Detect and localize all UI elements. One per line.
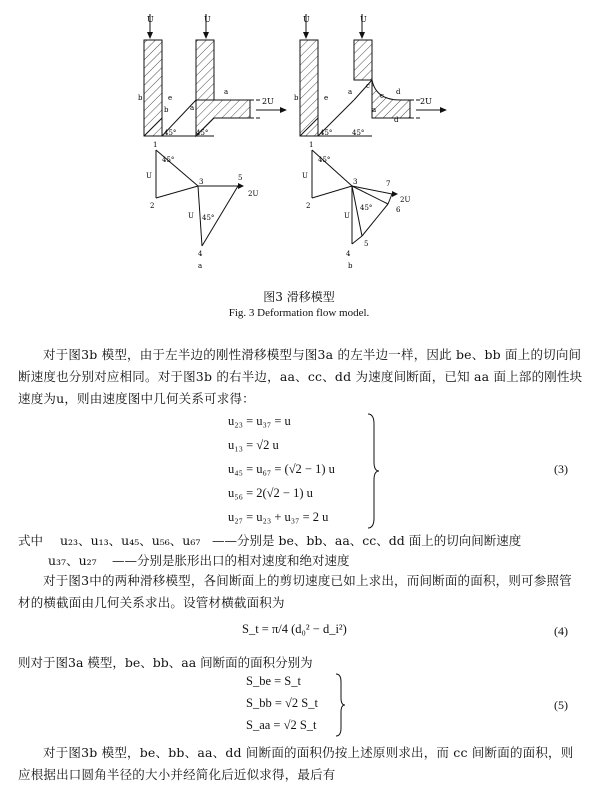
eq4-number: (4)	[554, 624, 568, 638]
velocity-diagram-b	[302, 141, 410, 270]
svg-text:b: b	[294, 94, 299, 102]
paragraph-2: 对于图3中的两种滑移模型，各间断面上的剪切速度已如上求出，而间断面的面积，则可参照管材的横截面由几何关系求出。设管材横截面积为	[18, 573, 572, 610]
label-2u: 2U	[262, 97, 274, 106]
svg-text:2U: 2U	[400, 196, 411, 204]
svg-text:7: 7	[386, 180, 391, 188]
svg-text:45°: 45°	[162, 156, 175, 164]
eq3-brace	[366, 412, 380, 530]
svg-text:U: U	[344, 212, 350, 220]
svg-text:5: 5	[364, 240, 369, 248]
eq4: S_t = π/4 (d₀² − d_i²)	[242, 622, 347, 636]
svg-text:5: 5	[238, 174, 243, 182]
where-1-vars: u₂₃、u₁₃、u₄₅、u₅₆、u₆₇	[60, 533, 201, 548]
svg-text:45°: 45°	[318, 156, 331, 164]
svg-text:2: 2	[306, 202, 311, 210]
svg-text:6: 6	[396, 206, 401, 214]
svg-text:U: U	[302, 172, 308, 180]
where-label: 式中	[18, 533, 44, 548]
svg-text:b: b	[164, 106, 169, 114]
svg-text:1: 1	[309, 141, 314, 149]
model-a-top	[138, 14, 287, 137]
svg-text:U: U	[360, 15, 367, 24]
subfigure-b-label: b	[348, 262, 353, 270]
svg-text:45°: 45°	[164, 129, 177, 137]
eq3-line2: u₁₃ = √2 u	[228, 438, 279, 452]
label-u-left: U	[147, 15, 154, 24]
svg-text:d: d	[396, 88, 401, 96]
svg-text:45°: 45°	[202, 214, 215, 222]
svg-text:a: a	[224, 88, 229, 96]
velocity-diagram-a	[146, 141, 258, 270]
subfigure-a-label: a	[198, 262, 203, 270]
where-1-desc: ——分别是 be、bb、aa、cc、dd 面上的切向间断速度	[212, 533, 522, 548]
eq3-number: (3)	[554, 462, 568, 476]
svg-text:c: c	[380, 92, 384, 100]
eq3-line5: u₂₇ = u₂₃ + u₃₇ = 2 u	[228, 510, 329, 524]
svg-text:45°: 45°	[320, 129, 333, 137]
svg-text:2U: 2U	[248, 190, 259, 198]
svg-text:2: 2	[150, 202, 155, 210]
figure-caption-cn: 图3 滑移模型	[263, 290, 335, 304]
svg-text:2U: 2U	[420, 97, 432, 106]
svg-text:U: U	[303, 15, 310, 24]
svg-text:4: 4	[346, 250, 351, 258]
svg-text:a: a	[372, 106, 377, 114]
svg-text:U: U	[146, 172, 152, 180]
svg-text:4: 4	[198, 250, 203, 258]
paragraph-1: 对于图3b 模型，由于左半边的刚性滑移模型与图3a 的左半边一样，因此 be、bb 面上的切向间断速度也分别对应相同。对于图3b 的右半边，aa、cc、dd 为速度间断面，已知 aa 面上部的刚性块速度为u，则由速度图中几何关系可求得：	[18, 347, 583, 406]
eq5-brace	[334, 672, 346, 738]
svg-text:45°: 45°	[196, 129, 209, 137]
svg-text:c: c	[366, 82, 370, 90]
svg-text:a: a	[190, 104, 195, 112]
paragraph-3: 则对于图3a 模型，be、bb、aa 间断面的面积分别为	[18, 655, 313, 670]
svg-text:3: 3	[199, 178, 204, 186]
eq3-line3: u₄₅ = u₆₇ = (√2 − 1) u	[228, 462, 335, 476]
label-u-right: U	[204, 15, 211, 24]
svg-text:1: 1	[153, 141, 158, 149]
svg-text:45°: 45°	[352, 129, 365, 137]
model-b-top	[294, 14, 447, 137]
deformation-flow-figure	[0, 0, 598, 330]
svg-text:U: U	[188, 212, 194, 220]
svg-text:3: 3	[353, 178, 358, 186]
svg-text:b: b	[138, 94, 143, 102]
eq3-line1: u₂₃ = u₃₇ = u	[228, 414, 291, 428]
eq5-line1: S_be = S_t	[246, 674, 301, 688]
svg-text:d: d	[394, 116, 399, 124]
figure-caption-en: Fig. 3 Deformation flow model.	[228, 307, 370, 319]
paragraph-4: 对于图3b 模型，be、bb、aa、dd 间断面的面积仍按上述原则求出，而 cc 间断面的面积，则应根据出口圆角半径的大小并经简化后近似求得，最后有	[18, 745, 574, 782]
eq5-line3: S_aa = √2 S_t	[246, 718, 317, 732]
eq5-number: (5)	[554, 698, 568, 712]
eq3-line4: u₅₆ = 2(√2 − 1) u	[228, 486, 313, 500]
svg-text:e: e	[324, 94, 329, 102]
where-2-desc: ——分别是胀形出口的相对速度和绝对速度	[112, 553, 350, 568]
eq5-line2: S_bb = √2 S_t	[246, 696, 318, 710]
svg-text:e: e	[168, 94, 173, 102]
svg-text:a: a	[348, 88, 353, 96]
where-2-vars: u₃₇、u₂₇	[48, 553, 97, 568]
svg-text:45°: 45°	[360, 204, 373, 212]
